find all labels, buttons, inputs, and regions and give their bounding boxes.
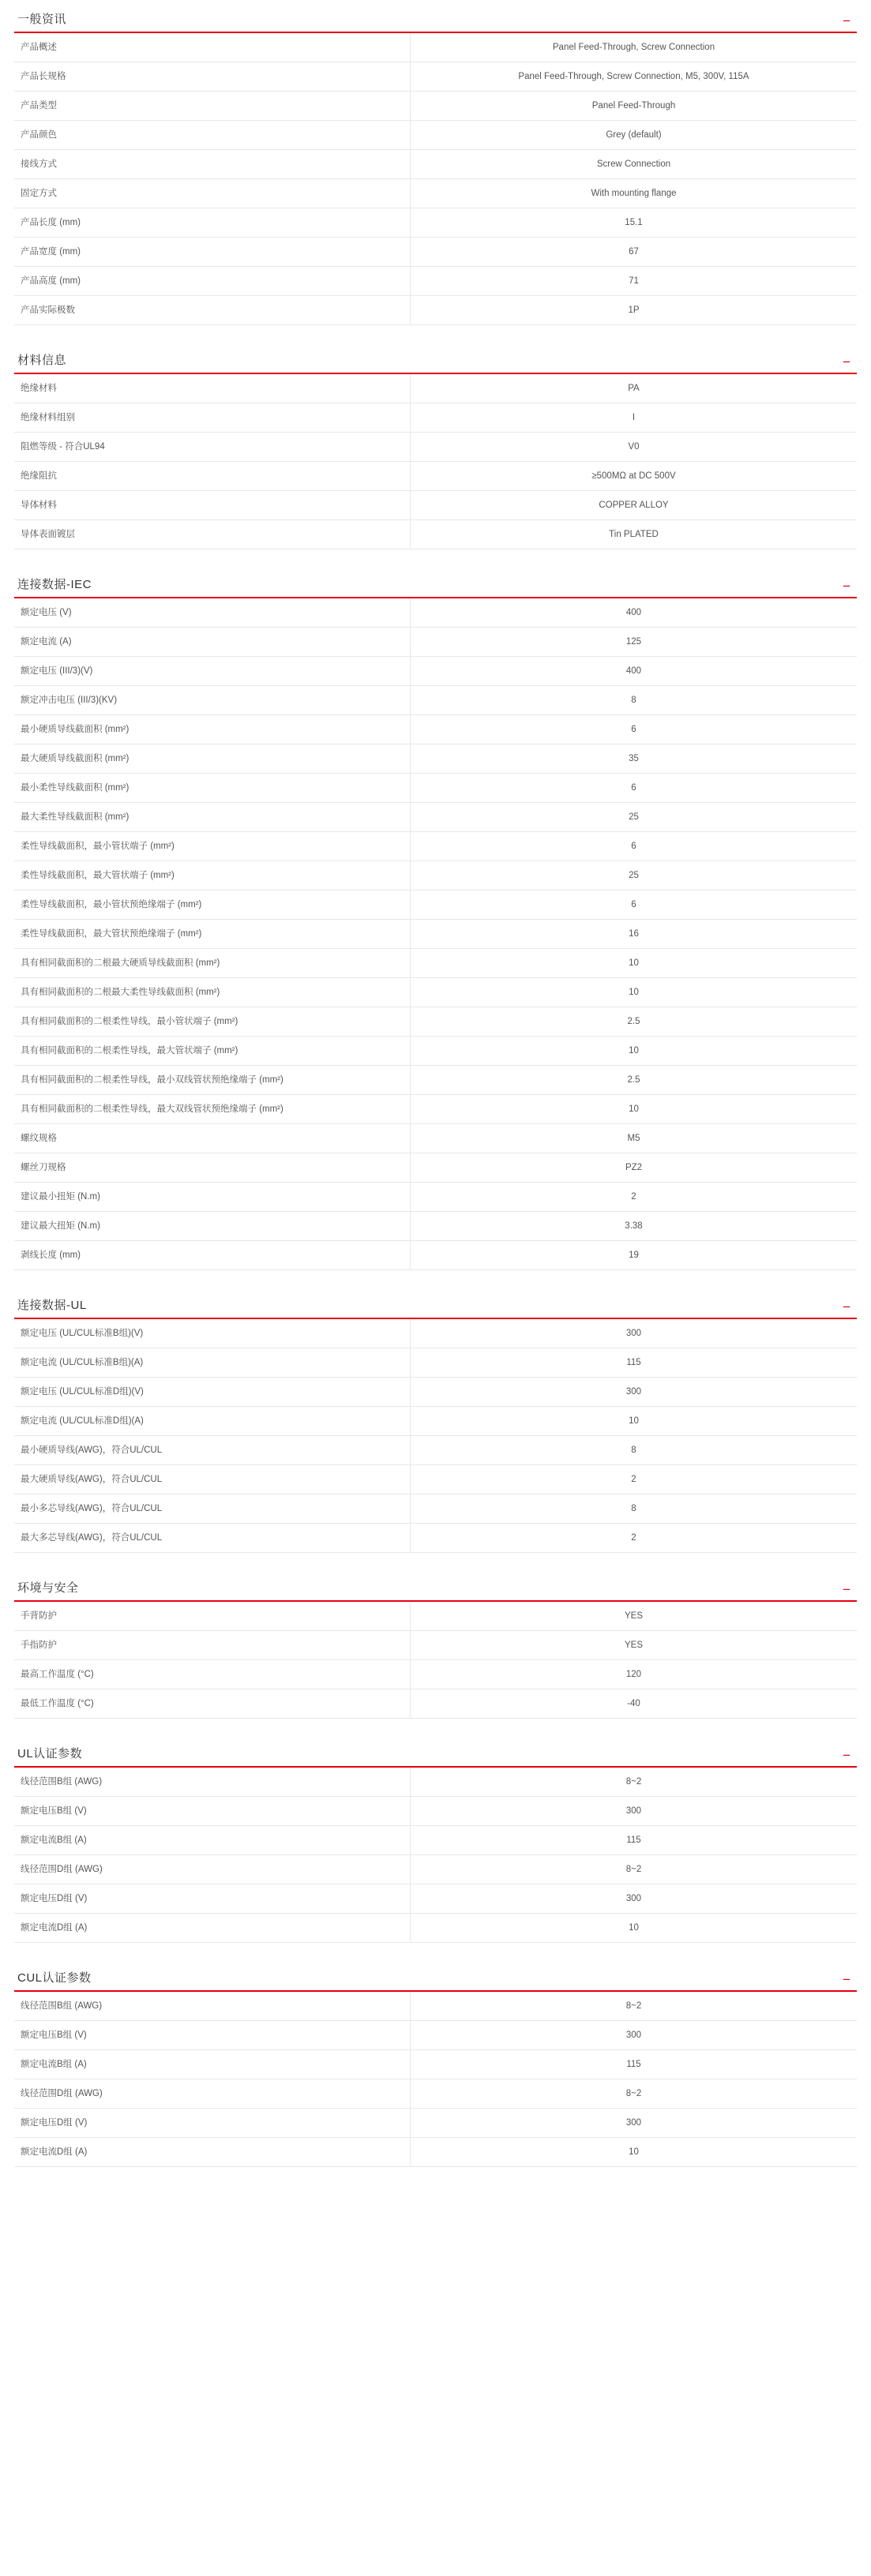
spec-value: YES	[624, 1640, 643, 1650]
table-row	[14, 1183, 857, 1212]
spec-value: 2	[631, 1475, 636, 1484]
table-row	[14, 1066, 857, 1095]
spec-value: 8~2	[625, 1865, 642, 1874]
table-row	[14, 433, 857, 462]
spec-value: M5	[627, 1134, 640, 1143]
spec-key: 具有相同截面积的二根柔性导线，最大双线管状预绝缘端子 (mm²)	[14, 1095, 410, 1124]
table-row	[14, 1319, 857, 1348]
section-header[interactable]	[14, 1294, 857, 1319]
section-title: 一般资讯	[17, 13, 67, 26]
table-row	[14, 1884, 857, 1914]
spec-value: 125	[625, 637, 642, 647]
spec-key: 线径范围D组 (AWG)	[14, 2079, 410, 2109]
table-row	[14, 62, 857, 92]
table-row	[14, 2138, 857, 2167]
collapse-toggle-icon[interactable]: −	[843, 354, 850, 369]
spec-value: 2.5	[627, 1075, 640, 1085]
spec-value: 6	[631, 900, 636, 909]
spec-key: 阻燃等级 - 符合UL94	[14, 433, 410, 462]
table-row	[14, 2021, 857, 2050]
spec-table	[14, 1319, 857, 1553]
spec-table	[14, 33, 857, 325]
spec-key: 最小柔性导线截面积 (mm²)	[14, 774, 410, 803]
spec-value: 15.1	[625, 218, 643, 227]
table-row	[14, 744, 857, 774]
section-title: UL认证参数	[17, 1747, 83, 1760]
table-row	[14, 1007, 857, 1037]
spec-key: 额定电压B组 (V)	[14, 1797, 410, 1826]
table-row	[14, 1124, 857, 1153]
table-row	[14, 715, 857, 744]
spec-value: 2.5	[627, 1017, 640, 1026]
table-row	[14, 686, 857, 715]
spec-section	[14, 8, 857, 344]
table-row	[14, 774, 857, 803]
table-row	[14, 1348, 857, 1378]
table-row	[14, 1524, 857, 1553]
spec-key: 额定电流 (UL/CUL标准D组)(A)	[14, 1407, 410, 1436]
collapse-toggle-icon[interactable]: −	[843, 13, 850, 28]
table-row	[14, 891, 857, 920]
section-header[interactable]	[14, 349, 857, 374]
spec-key: 绝缘阻抗	[14, 462, 410, 491]
spec-key: 最小硬质导线截面积 (mm²)	[14, 715, 410, 744]
spec-key: 具有相同截面积的二根柔性导线，最小管状端子 (mm²)	[14, 1007, 410, 1037]
spec-value: 120	[625, 1670, 642, 1679]
spec-value: -40	[627, 1699, 640, 1708]
spec-key: 额定电压B组 (V)	[14, 2021, 410, 2050]
table-row	[14, 1378, 857, 1407]
table-row	[14, 33, 857, 62]
spec-value: 3.38	[625, 1221, 643, 1231]
spec-key: 最小多芯导线(AWG)，符合UL/CUL	[14, 1494, 410, 1524]
spec-key: 最高工作温度 (°C)	[14, 1660, 410, 1689]
table-row	[14, 657, 857, 686]
spec-value: 300	[625, 1806, 642, 1816]
section-spacer	[14, 1943, 857, 1962]
table-row	[14, 1992, 857, 2021]
spec-key: 固定方式	[14, 179, 410, 208]
spec-table	[14, 374, 857, 549]
table-row	[14, 1660, 857, 1689]
spec-value: 300	[625, 1894, 642, 1903]
spec-key: 额定电压D组 (V)	[14, 2109, 410, 2138]
spec-key: 手指防护	[14, 1631, 410, 1660]
spec-key: 具有相同截面积的二根最大柔性导线截面积 (mm²)	[14, 978, 410, 1007]
spec-key: 产品概述	[14, 33, 410, 62]
table-row	[14, 1855, 857, 1884]
section-spacer	[14, 325, 857, 344]
spec-key: 产品高度 (mm)	[14, 267, 410, 296]
table-row	[14, 598, 857, 628]
spec-value: 25	[629, 812, 639, 822]
spec-key: 螺丝刀规格	[14, 1153, 410, 1183]
spec-key: 具有相同截面积的二根最大硬质导线截面积 (mm²)	[14, 949, 410, 978]
table-row	[14, 374, 857, 403]
spec-key: 导体材料	[14, 491, 410, 520]
spec-value: With mounting flange	[591, 189, 677, 198]
spec-value: 10	[629, 1416, 639, 1426]
section-header[interactable]	[14, 1577, 857, 1602]
collapse-toggle-icon[interactable]: −	[843, 579, 850, 594]
spec-key: 额定电流 (A)	[14, 628, 410, 657]
spec-value: 400	[625, 666, 642, 676]
spec-value: 115	[626, 2060, 641, 2069]
section-spacer	[14, 1553, 857, 1572]
spec-key: 额定电流D组 (A)	[14, 2138, 410, 2167]
table-row	[14, 1465, 857, 1494]
section-spacer	[14, 1719, 857, 1738]
table-row	[14, 296, 857, 325]
table-row	[14, 1689, 857, 1719]
spec-key: 最大硬质导线(AWG)，符合UL/CUL	[14, 1465, 410, 1494]
section-title: 连接数据-UL	[17, 1299, 87, 1312]
spec-table	[14, 1992, 857, 2167]
spec-value: 1P	[628, 306, 640, 315]
table-row	[14, 861, 857, 891]
spec-value: 6	[631, 842, 636, 851]
spec-key: 柔性导线截面积，最小管状端子 (mm²)	[14, 832, 410, 861]
collapse-toggle-icon[interactable]: −	[843, 1582, 850, 1597]
spec-value: 10	[629, 2147, 639, 2157]
spec-table	[14, 1768, 857, 1943]
spec-value: 10	[629, 1046, 639, 1056]
table-row	[14, 1797, 857, 1826]
spec-value: Grey (default)	[606, 130, 662, 140]
spec-section	[14, 1577, 857, 1738]
spec-value: 35	[629, 754, 639, 763]
section-header[interactable]	[14, 8, 857, 33]
spec-key: 建议最大扭矩 (N.m)	[14, 1212, 410, 1241]
table-row	[14, 2079, 857, 2109]
spec-key: 剥线长度 (mm)	[14, 1241, 410, 1270]
table-row	[14, 978, 857, 1007]
spec-key: 额定冲击电压 (III/3)(KV)	[14, 686, 410, 715]
spec-key: 额定电流B组 (A)	[14, 1826, 410, 1855]
spec-section	[14, 573, 857, 1289]
table-row	[14, 462, 857, 491]
spec-value: 400	[625, 608, 642, 617]
spec-key: 最低工作温度 (°C)	[14, 1689, 410, 1719]
spec-value: 10	[629, 988, 639, 997]
spec-value: 2	[631, 1533, 636, 1543]
spec-value: 300	[625, 1387, 642, 1397]
spec-key: 建议最小扭矩 (N.m)	[14, 1183, 410, 1212]
table-row	[14, 1212, 857, 1241]
table-row	[14, 1153, 857, 1183]
spec-value: 115	[626, 1358, 641, 1367]
spec-value: 8~2	[625, 1777, 642, 1787]
spec-key: 具有相同截面积的二根柔性导线，最大管状端子 (mm²)	[14, 1037, 410, 1066]
spec-value: Panel Feed-Through, Screw Connection	[552, 43, 715, 52]
spec-key: 绝缘材料	[14, 374, 410, 403]
spec-key: 柔性导线截面积，最小管状预绝缘端子 (mm²)	[14, 891, 410, 920]
table-row	[14, 520, 857, 549]
table-row	[14, 403, 857, 433]
table-row	[14, 803, 857, 832]
spec-value: I	[632, 413, 636, 422]
spec-key: 产品类型	[14, 92, 410, 121]
table-row	[14, 2109, 857, 2138]
spec-key: 手背防护	[14, 1602, 410, 1631]
spec-value: 16	[629, 929, 639, 939]
spec-value: 10	[629, 958, 639, 968]
table-row	[14, 1494, 857, 1524]
table-row	[14, 208, 857, 238]
spec-key: 额定电流B组 (A)	[14, 2050, 410, 2079]
table-row	[14, 121, 857, 150]
table-row	[14, 628, 857, 657]
spec-key: 额定电压 (UL/CUL标准D组)(V)	[14, 1378, 410, 1407]
spec-key: 螺纹规格	[14, 1124, 410, 1153]
section-header[interactable]	[14, 573, 857, 598]
spec-key: 产品颜色	[14, 121, 410, 150]
spec-key: 额定电流D组 (A)	[14, 1914, 410, 1943]
collapse-toggle-icon[interactable]: −	[843, 1748, 850, 1763]
spec-value: 6	[631, 783, 636, 793]
table-row	[14, 1914, 857, 1943]
spec-value: PA	[628, 384, 640, 393]
spec-key: 额定电压 (V)	[14, 598, 410, 628]
section-spacer	[14, 2167, 857, 2186]
table-row	[14, 150, 857, 179]
spec-value: Panel Feed-Through, Screw Connection, M5, 300V, 115A	[518, 72, 749, 81]
collapse-toggle-icon[interactable]: −	[843, 1299, 850, 1314]
spec-key: 线径范围B组 (AWG)	[14, 1768, 410, 1797]
table-row	[14, 179, 857, 208]
spec-key: 柔性导线截面积，最大管状预绝缘端子 (mm²)	[14, 920, 410, 949]
table-row	[14, 1436, 857, 1465]
table-row	[14, 267, 857, 296]
table-row	[14, 238, 857, 267]
table-row	[14, 832, 857, 861]
spec-section	[14, 1967, 857, 2186]
section-title: CUL认证参数	[17, 1971, 92, 1985]
spec-key: 最小硬质导线(AWG)，符合UL/CUL	[14, 1436, 410, 1465]
spec-value: 115	[626, 1835, 641, 1845]
spec-key: 产品实际极数	[14, 296, 410, 325]
spec-section	[14, 349, 857, 568]
spec-value: 8	[631, 696, 636, 705]
table-row	[14, 1602, 857, 1631]
spec-value: 300	[625, 1329, 642, 1338]
table-row	[14, 491, 857, 520]
spec-value: Panel Feed-Through	[591, 101, 676, 111]
spec-value: 6	[631, 725, 636, 734]
table-row	[14, 1241, 857, 1270]
table-row	[14, 1037, 857, 1066]
table-row	[14, 920, 857, 949]
spec-key: 线径范围D组 (AWG)	[14, 1855, 410, 1884]
spec-key: 最大硬质导线截面积 (mm²)	[14, 744, 410, 774]
spec-value: 10	[629, 1923, 639, 1933]
spec-key: 额定电压 (UL/CUL标准B组)(V)	[14, 1319, 410, 1348]
spec-value: 67	[629, 247, 639, 257]
spec-key: 产品长规格	[14, 62, 410, 92]
table-row	[14, 949, 857, 978]
spec-key: 最大柔性导线截面积 (mm²)	[14, 803, 410, 832]
table-row	[14, 2050, 857, 2079]
spec-value: 300	[625, 2030, 642, 2040]
table-row	[14, 1768, 857, 1797]
section-title: 材料信息	[17, 354, 67, 367]
section-header[interactable]	[14, 1967, 857, 1992]
spec-key: 产品长度 (mm)	[14, 208, 410, 238]
table-row	[14, 92, 857, 121]
spec-value: YES	[624, 1611, 643, 1621]
spec-key: 额定电流 (UL/CUL标准B组)(A)	[14, 1348, 410, 1378]
spec-key: 具有相同截面积的二根柔性导线，最小双线管状预绝缘端子 (mm²)	[14, 1066, 410, 1095]
spec-value: ≥500MΩ at DC 500V	[591, 471, 676, 481]
spec-value: 300	[625, 2118, 642, 2128]
spec-value: 8~2	[625, 2089, 642, 2098]
spec-section	[14, 1742, 857, 1962]
section-title: 环境与安全	[17, 1581, 79, 1595]
spec-section	[14, 1294, 857, 1572]
spec-key: 绝缘材料组别	[14, 403, 410, 433]
spec-value: 8~2	[625, 2001, 642, 2011]
spec-value: 19	[629, 1251, 639, 1260]
spec-value: Screw Connection	[596, 159, 671, 169]
section-header[interactable]	[14, 1742, 857, 1768]
spec-value: 10	[629, 1104, 639, 1114]
spec-key: 柔性导线截面积，最大管状端子 (mm²)	[14, 861, 410, 891]
spec-key: 线径范围B组 (AWG)	[14, 1992, 410, 2021]
spec-value: 2	[631, 1192, 636, 1202]
table-row	[14, 1407, 857, 1436]
spec-key: 产品宽度 (mm)	[14, 238, 410, 267]
spec-value: COPPER ALLOY	[599, 501, 669, 510]
section-spacer	[14, 549, 857, 568]
spec-key: 导体表面镀层	[14, 520, 410, 549]
spec-value: 25	[629, 871, 639, 880]
spec-key: 最大多芯导线(AWG)，符合UL/CUL	[14, 1524, 410, 1553]
spec-value: 71	[629, 276, 639, 286]
spec-sections-container	[14, 8, 857, 2186]
spec-table	[14, 598, 857, 1270]
table-row	[14, 1095, 857, 1124]
spec-table	[14, 1602, 857, 1719]
spec-value: V0	[628, 442, 640, 452]
spec-value: 8	[631, 1445, 636, 1455]
table-row	[14, 1631, 857, 1660]
spec-key: 接线方式	[14, 150, 410, 179]
spec-value: PZ2	[625, 1163, 643, 1172]
spec-value: 8	[631, 1504, 636, 1513]
spec-value: Tin PLATED	[609, 530, 659, 539]
table-row	[14, 1826, 857, 1855]
spec-key: 额定电压D组 (V)	[14, 1884, 410, 1914]
spec-key: 额定电压 (III/3)(V)	[14, 657, 410, 686]
collapse-toggle-icon[interactable]: −	[843, 1972, 850, 1987]
section-title: 连接数据-IEC	[17, 578, 92, 591]
section-spacer	[14, 1270, 857, 1289]
